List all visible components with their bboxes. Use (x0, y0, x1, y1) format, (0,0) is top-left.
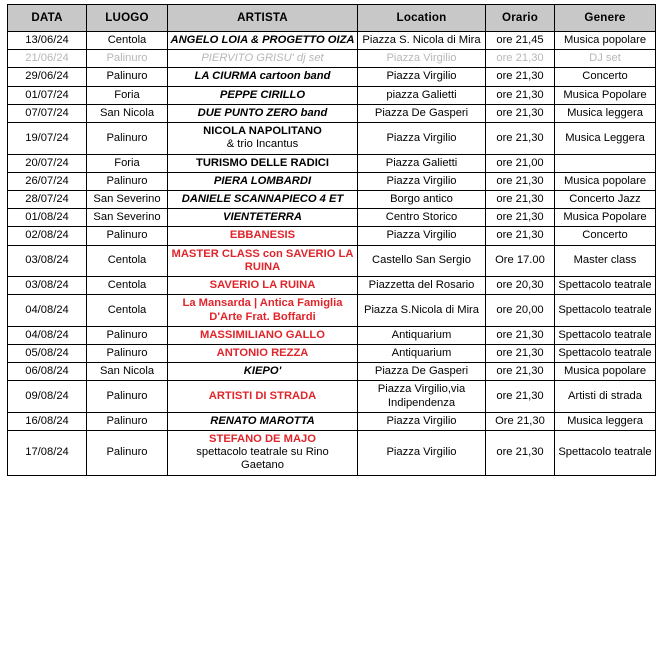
cell-date[interactable]: 03/08/24 (8, 245, 87, 276)
artist-line: DUE PUNTO ZERO band (197, 106, 328, 119)
table-row[interactable] (8, 344, 656, 362)
cell-place[interactable]: Palinuro (87, 381, 168, 412)
cell-location[interactable]: Borgo antico (358, 190, 486, 208)
cell-place[interactable]: Palinuro (87, 172, 168, 190)
artist-line: & trio Incantus (226, 138, 299, 151)
cell-date[interactable]: 01/08/24 (8, 209, 87, 227)
table-row[interactable] (8, 154, 656, 172)
cell-genre[interactable]: Musica Popolare (555, 209, 656, 227)
cell-time[interactable]: ore 21,30 (486, 326, 555, 344)
cell-location[interactable]: piazza Galietti (358, 86, 486, 104)
cell-artist[interactable] (168, 277, 358, 295)
artist-line: PEPPE CIRILLO (219, 88, 306, 101)
cell-location[interactable]: Piazza Virgilio (358, 227, 486, 245)
cell-place[interactable]: Palinuro (87, 50, 168, 68)
cell-time[interactable]: ore 20,00 (486, 295, 555, 326)
cell-date[interactable]: 07/07/24 (8, 104, 87, 122)
cell-location[interactable]: Piazza De Gasperi (358, 104, 486, 122)
table-header-row (8, 5, 656, 32)
artist-line: spettacolo teatrale su Rino (196, 446, 329, 459)
cell-genre[interactable]: Spettacolo teatrale (555, 295, 656, 326)
cell-artist[interactable] (168, 227, 358, 245)
table-row[interactable] (8, 381, 656, 412)
cell-place[interactable]: Palinuro (87, 326, 168, 344)
cell-artist[interactable] (168, 172, 358, 190)
cell-artist[interactable] (168, 431, 358, 476)
table-row[interactable] (8, 190, 656, 208)
cell-place[interactable]: San Nicola (87, 363, 168, 381)
cell-genre[interactable]: Concerto (555, 68, 656, 86)
cell-date[interactable]: 04/08/24 (8, 326, 87, 344)
cell-genre[interactable]: Musica popolare (555, 32, 656, 50)
artist-line: PIERA LOMBARDI (213, 174, 312, 187)
cell-genre[interactable]: Musica leggera (555, 104, 656, 122)
artist-line: EBBANESIS (229, 229, 296, 242)
cell-place[interactable]: Foria (87, 154, 168, 172)
cell-artist[interactable] (168, 32, 358, 50)
cell-date[interactable]: 01/07/24 (8, 86, 87, 104)
cell-location[interactable]: Piazza Virgilio (358, 412, 486, 430)
cell-location[interactable]: Piazza Virgilio,via Indipendenza (358, 381, 486, 412)
cell-time[interactable]: ore 21,30 (486, 209, 555, 227)
artist-line: PIERVITO GRISU' dj set (201, 52, 324, 65)
column-header-artista[interactable]: ARTISTA (168, 5, 358, 32)
cell-time[interactable]: Ore 21,30 (486, 412, 555, 430)
cell-genre[interactable]: Spettacolo teatrale (555, 277, 656, 295)
column-header-genere[interactable]: Genere (555, 5, 656, 32)
cell-date[interactable]: 19/07/24 (8, 123, 87, 154)
table-row[interactable] (8, 209, 656, 227)
cell-genre[interactable]: Master class (555, 245, 656, 276)
cell-place[interactable]: Foria (87, 86, 168, 104)
artist-line: ARTISTI DI STRADA (208, 389, 317, 402)
cell-artist[interactable] (168, 295, 358, 326)
cell-genre[interactable]: Concerto Jazz (555, 190, 656, 208)
table-row[interactable] (8, 68, 656, 86)
cell-time[interactable]: ore 21,30 (486, 363, 555, 381)
cell-place[interactable]: Centola (87, 32, 168, 50)
cell-location[interactable]: Piazza Virgilio (358, 68, 486, 86)
cell-date[interactable]: 28/07/24 (8, 190, 87, 208)
cell-time[interactable]: ore 21,30 (486, 431, 555, 476)
cell-artist[interactable] (168, 190, 358, 208)
artist-line: MASTER CLASS con SAVERIO LA (171, 247, 354, 260)
cell-genre[interactable]: Musica Leggera (555, 123, 656, 154)
column-header-data[interactable]: DATA (8, 5, 87, 32)
artist-line: VIENTETERRA (223, 211, 302, 224)
artist-line: DANIELE SCANNAPIECO 4 ET (181, 192, 344, 205)
cell-date[interactable]: 16/08/24 (8, 412, 87, 430)
artist-line: ANTONIO REZZA (216, 346, 309, 359)
events-schedule-table (7, 4, 656, 476)
cell-time[interactable]: ore 21,30 (486, 68, 555, 86)
table-row[interactable] (8, 32, 656, 50)
cell-date[interactable]: 17/08/24 (8, 431, 87, 476)
table-row[interactable] (8, 326, 656, 344)
cell-location[interactable]: Castello San Sergio (358, 245, 486, 276)
cell-time[interactable]: ore 21,30 (486, 50, 555, 68)
cell-genre[interactable]: Spettacolo teatrale (555, 431, 656, 476)
cell-place[interactable]: Palinuro (87, 68, 168, 86)
cell-artist[interactable] (168, 363, 358, 381)
cell-place[interactable]: San Severino (87, 209, 168, 227)
cell-date[interactable]: 29/06/24 (8, 68, 87, 86)
cell-time[interactable]: ore 21,30 (486, 227, 555, 245)
cell-artist[interactable] (168, 86, 358, 104)
cell-artist[interactable] (168, 104, 358, 122)
cell-genre[interactable]: Musica popolare (555, 363, 656, 381)
column-header-luogo[interactable]: LUOGO (87, 5, 168, 32)
artist-line: Gaetano (241, 459, 284, 472)
cell-date[interactable]: 04/08/24 (8, 295, 87, 326)
cell-place[interactable]: Palinuro (87, 227, 168, 245)
cell-time[interactable]: ore 21,30 (486, 86, 555, 104)
cell-artist[interactable] (168, 326, 358, 344)
artist-line: ANGELO LOIA & PROGETTO OIZA (170, 34, 355, 46)
table-row[interactable] (8, 295, 656, 326)
cell-genre[interactable] (555, 154, 656, 172)
cell-time[interactable]: ore 21,30 (486, 344, 555, 362)
cell-location[interactable]: Antiquarium (358, 326, 486, 344)
column-header-orario[interactable]: Orario (486, 5, 555, 32)
cell-location[interactable]: Piazza Virgilio (358, 431, 486, 476)
cell-time[interactable]: ore 21,00 (486, 154, 555, 172)
cell-artist[interactable] (168, 68, 358, 86)
cell-location[interactable]: Piazzetta del Rosario (358, 277, 486, 295)
artist-line: SAVERIO LA RUINA (209, 279, 316, 292)
cell-location[interactable]: Piazza Virgilio (358, 172, 486, 190)
cell-artist[interactable] (168, 344, 358, 362)
table-row[interactable] (8, 172, 656, 190)
cell-location[interactable]: Piazza Galietti (358, 154, 486, 172)
cell-date[interactable]: 09/08/24 (8, 381, 87, 412)
cell-place[interactable]: Palinuro (87, 431, 168, 476)
cell-location[interactable]: Piazza Virgilio (358, 123, 486, 154)
table-row[interactable] (8, 277, 656, 295)
cell-date[interactable]: 20/07/24 (8, 154, 87, 172)
cell-location[interactable]: Piazza S. Nicola di Mira (358, 32, 486, 50)
cell-date[interactable]: 03/08/24 (8, 277, 87, 295)
cell-genre[interactable]: DJ set (555, 50, 656, 68)
cell-genre[interactable]: Musica leggera (555, 412, 656, 430)
cell-place[interactable]: San Nicola (87, 104, 168, 122)
artist-line: La Mansarda | Antica Famiglia (182, 297, 343, 310)
artist-line: RUINA (244, 260, 281, 273)
cell-location[interactable]: Antiquarium (358, 344, 486, 362)
cell-place[interactable]: Palinuro (87, 344, 168, 362)
artist-line: MASSIMILIANO GALLO (200, 328, 325, 341)
cell-artist[interactable] (168, 381, 358, 412)
cell-date[interactable]: 13/06/24 (8, 32, 87, 50)
cell-time[interactable]: ore 21,30 (486, 172, 555, 190)
cell-location[interactable]: Piazza De Gasperi (358, 363, 486, 381)
cell-artist[interactable] (168, 245, 358, 276)
cell-genre[interactable]: Spettacolo teatrale (555, 326, 656, 344)
table-row[interactable] (8, 245, 656, 276)
cell-place[interactable]: Centola (87, 295, 168, 326)
column-header-location[interactable]: Location (358, 5, 486, 32)
cell-time[interactable]: ore 21,30 (486, 381, 555, 412)
cell-location[interactable]: Piazza Virgilio (358, 50, 486, 68)
table-row[interactable] (8, 431, 656, 476)
cell-place[interactable]: San Severino (87, 190, 168, 208)
table-row[interactable] (8, 412, 656, 430)
cell-location[interactable]: Centro Storico (358, 209, 486, 227)
artist-line: RENATO MAROTTA (210, 414, 315, 427)
table-row[interactable] (8, 123, 656, 154)
table-row[interactable] (8, 50, 656, 68)
cell-date[interactable]: 06/08/24 (8, 363, 87, 381)
artist-line: D'Arte Frat. Boffardi (209, 310, 316, 323)
artist-line: NICOLA NAPOLITANO (203, 125, 322, 138)
cell-place[interactable]: Centola (87, 245, 168, 276)
table-row[interactable] (8, 363, 656, 381)
cell-genre[interactable]: Concerto (555, 227, 656, 245)
cell-time[interactable]: ore 21,30 (486, 104, 555, 122)
table-row[interactable] (8, 227, 656, 245)
cell-genre[interactable]: Musica popolare (555, 172, 656, 190)
cell-date[interactable]: 21/06/24 (8, 50, 87, 68)
cell-date[interactable]: 02/08/24 (8, 227, 87, 245)
cell-date[interactable]: 26/07/24 (8, 172, 87, 190)
cell-time[interactable]: Ore 17.00 (486, 245, 555, 276)
cell-time[interactable]: ore 20,30 (486, 277, 555, 295)
cell-artist[interactable] (168, 412, 358, 430)
artist-line: KIEPO' (243, 365, 282, 378)
artist-line: LA CIURMA cartoon band (194, 70, 331, 83)
cell-place[interactable]: Palinuro (87, 412, 168, 430)
cell-place[interactable]: Palinuro (87, 123, 168, 154)
table-row[interactable] (8, 86, 656, 104)
cell-artist[interactable] (168, 154, 358, 172)
cell-time[interactable]: ore 21,45 (486, 32, 555, 50)
cell-time[interactable]: ore 21,30 (486, 190, 555, 208)
cell-place[interactable]: Centola (87, 277, 168, 295)
cell-artist[interactable] (168, 50, 358, 68)
cell-date[interactable]: 05/08/24 (8, 344, 87, 362)
cell-time[interactable]: ore 21,30 (486, 123, 555, 154)
cell-artist[interactable] (168, 123, 358, 154)
artist-line: STEFANO DE MAJO (209, 433, 316, 446)
table-body (8, 32, 656, 476)
cell-location[interactable]: Piazza S.Nicola di Mira (358, 295, 486, 326)
cell-artist[interactable] (168, 209, 358, 227)
table-row[interactable] (8, 104, 656, 122)
cell-genre[interactable]: Artisti di strada (555, 381, 656, 412)
cell-genre[interactable]: Spettacolo teatrale (555, 344, 656, 362)
cell-genre[interactable]: Musica Popolare (555, 86, 656, 104)
artist-line: TURISMO DELLE RADICI (195, 156, 329, 169)
